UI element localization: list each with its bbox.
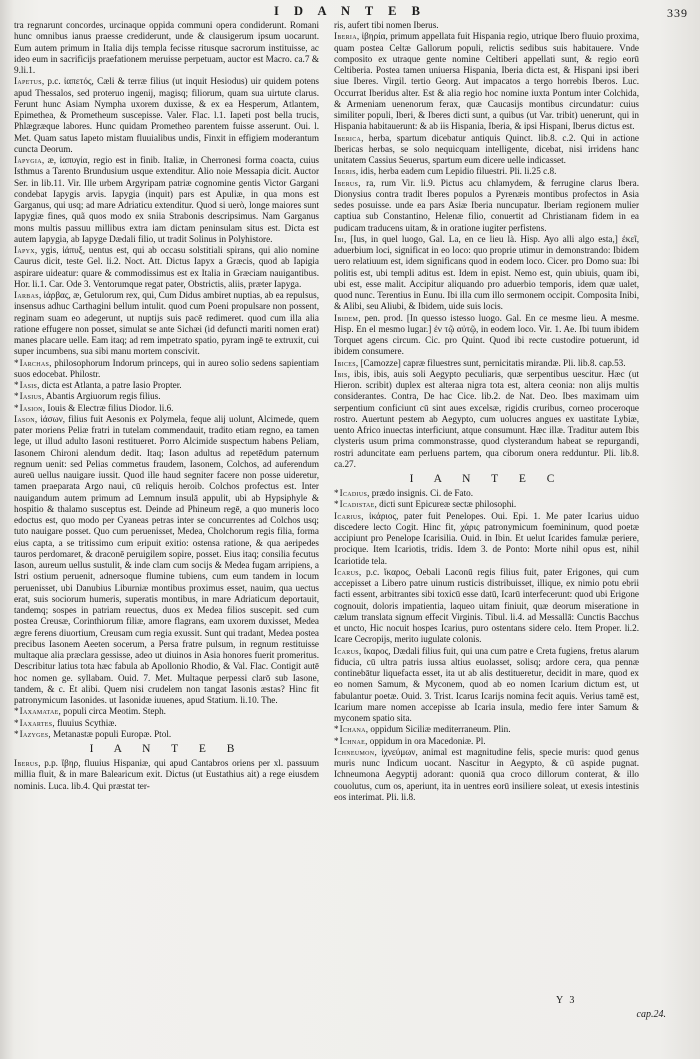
dictionary-entry — [334, 358, 639, 369]
entry-text: , p.c. ἰαπετός, Cæli & terræ filius (ut inquit Hesiodus) uir quidem potens apud Thessalos, sed proteruo ingenij, magisq; filiorum, quam sua uirtute clarus. Ferunt hunc Asiam Nympha uxorem duxisse, & ex ea Hesperum, Atlantem, Epimethea, & Prometheum suscepisse. Valer. Flac. l.1. Iapeti post bella trucis, Phlægræque labores. Hunc quidam Prometheo parentem fuisse asserunt. Oui. l. Met. Quam satus Iapeto mistam fluuialibus undis, Finxit in effigiem moderantum cuncta Deorum. — [14, 76, 319, 154]
entry-text: , [Ius, in quel luogo, Gal. La, en ce lieu là. Hisp. Ayo alli algo esta,] ἐκεῖ, aduerbium loci, significat in eo loco: quo proprie utimur in demonstrando: Ibidem uero relatiuum est, idem significans quod in eodem loco. Cicer. pro Domo sua: Ibi politis est, ubi templi aditus est. Idem in epist. Nemo est, quin ubiuis, quam ibi, ubi est, esse malit. Accipitur aliquando pro aduerbio temporis, idem quæ ualet, quod nunc. Terentius in Eunu. Ibi illa cum illo sermonem occipit. Composita Inibi, & Alibi, seu Aliubi, & Ibidem, uide suis locis. — [334, 233, 639, 312]
entry-asterisk: * — [334, 499, 339, 510]
entry-headword: Iapyx — [14, 245, 35, 255]
dictionary-entry — [14, 403, 319, 414]
entry-headword: Iapygia — [14, 155, 42, 165]
entry-headword: Ichana — [339, 724, 366, 735]
entry-headword: Iapetus — [14, 76, 42, 87]
entry-asterisk: * — [14, 402, 19, 413]
entry-headword: Ibis — [334, 368, 348, 379]
entry-text: , oppidum in ora Macedoniæ. Pl. — [365, 735, 486, 746]
entry-text: , philosophorum Indorum princeps, qui in aureo solio sedens sapientiam suos edocebat. Philostr. — [14, 357, 319, 379]
dictionary-entry — [334, 736, 639, 747]
entry-headword: Iasion — [19, 402, 43, 413]
dictionary-entry — [334, 369, 639, 470]
dictionary-entry — [334, 166, 639, 177]
entry-headword: Iasius — [19, 391, 42, 402]
continued-entry — [334, 20, 639, 31]
dictionary-entry — [14, 729, 319, 740]
dictionary-entry — [14, 414, 319, 707]
entry-text: , pen. prod. [In quesso istesso luogo. Gal. En ce mesme lieu. A mesme. Hisp. En el mesmo lugar.] ἐν τῷ αὐτῷ, in eodem loco. Vir. 1. Ae. Ibi tuum ibidem Torquet agens circum. Cic. pro Quint. Quod ibi recte custodire potuerunt, id ibidem consumere. — [334, 312, 639, 357]
entry-headword: Icarus — [334, 566, 359, 577]
entry-headword: Iberus — [334, 177, 359, 188]
dictionary-entry — [334, 178, 639, 234]
entry-text: , ygis, ἰάπυξ, uentus est, qui ab occasu solstitiali spirans, qui alio nomine Caurus dicit, teste Gel. li.2. Noct. Att. Dictus Iapyx a Græcis, quod ab Iapigia aspirare uideatur: quare & commodissimus est ex Italia in Græciam nauigantibus. Hor. li.1. Car. Ode 3. Ventorumque regat pater, Obstrictis, aliis, præter Iapyga. — [14, 245, 319, 289]
entry-asterisk: * — [14, 357, 19, 368]
entry-asterisk: * — [14, 717, 19, 728]
dictionary-entry — [334, 499, 639, 510]
left-column — [14, 20, 319, 792]
section-heading: I A N T E B — [89, 743, 244, 755]
dictionary-entry — [14, 155, 319, 245]
dictionary-entry — [14, 706, 319, 717]
entry-headword: Iaxartes — [19, 717, 53, 728]
dictionary-entry — [334, 511, 639, 567]
dictionary-entry — [14, 718, 319, 729]
entry-text: , herba, spartum dicebatur antiquis Quinct. lib.8. c.2. Qui in actione Ibericas herbas, se solo nequicquam intelligente, dicebat, nisi irridens hanc unitatem Cassius Seuerus, spartum eum dicere uelle indicasset. — [334, 132, 639, 165]
dictionary-entry — [14, 391, 319, 402]
entry-headword: Ibices — [334, 357, 356, 368]
entry-headword: Iason — [14, 413, 35, 424]
running-title: I D A N T E B — [274, 4, 426, 18]
entry-asterisk: * — [14, 380, 19, 390]
entry-headword: Iberis — [334, 166, 356, 177]
entry-asterisk: * — [14, 728, 19, 739]
entry-asterisk: * — [14, 391, 19, 402]
entry-text: , ἰάρβας, æ, Getulorum rex, qui, Cum Didus ambiret nuptias, ab ea repulsus, insensus adhuc Carthagini bellum intulit. quod cum Poeni propulsare non possent, reginam suam eo adegerunt, ut nuptijs suis pacē redimeret. quod cum illa alia ratione effugere non posset, simulat se ante Sichæi (id defuncti mariti nomen erat) manes placare uelle. Eam itaq; ad rem impetrato spatio, pyram ingē te extruxit, cui super incumbens, sua sibi manu mortem conscivit. — [14, 290, 319, 357]
dictionary-entry — [14, 76, 319, 155]
entry-headword: Icadius — [339, 488, 368, 498]
entry-asterisk: * — [334, 488, 339, 498]
entry-asterisk: * — [14, 706, 19, 717]
entry-headword: Iasis — [19, 380, 38, 390]
entry-text: , ἰκάριος, pater fuit Penelopes. Oui. Epi. 1. Me pater Icarius uiduo discedere lecto Cogit. Hinc fit, χάρις patronymicum foemininum, quod poetæ accipiunt pro Penelope Icarisilia. Ouid. in Ibin. Et uelut Icarides famulæ periere, procique. Item Icariotis, tridis. Idem 3. de Ponto: Morte nihil opus est, nihil Icariotide tela. — [334, 510, 639, 566]
dictionary-entry — [14, 358, 319, 381]
entry-text: tra regnarunt concordes, urcinaque oppida communi opera condiderunt. Romani hunc omnibus ianus praesse crediderunt, unde & clausigerum ipsum uocarunt. Eum autem primum in Italia dijs templa fecisse ritusque sacrorum instituisse, ac ideo eum in sacrificijs praefationem meruisse perpetuam, auctor est Macro. ca.7 & 9.li.1. — [14, 20, 319, 75]
entry-text: , oppidum Siciliæ mediterraneum. Plin. — [365, 724, 511, 735]
entry-text: , [Camozze] capræ filuestres sunt, pernicitatis mirandæ. Pli. lib.8. cap.53. — [355, 357, 626, 368]
entry-headword: Ichneumon — [334, 746, 375, 757]
entry-headword: Icarus — [334, 645, 359, 656]
entry-headword: Iarbas — [14, 290, 39, 300]
entry-text: , p.p. ἴβηρ, fluuius Hispaniæ, qui apud Cantabros oriens per xl. passuum millia fluit, & in mare Balearicum exit. Dictus (ut Eustathius ait) a rege eiusdem nominis. Luca. lib.4. Qui præstat ter- — [14, 758, 319, 791]
entry-headword: Ibi — [334, 233, 344, 244]
entry-text: , ibis, ibis, auis soli Aegypto peculiaris, quæ serpentibus uescitur. Hæc (ut Hieron. scribit) duplex est alteraa nigra tota est, altera ceonia: non alijs multis considerantes. Contra, De hac Cice. lib.2. de Nat. Deo. Ibes maximam uim serpentium conficiunt cū sint aues excelsæ, rigidis cruribus, corneo proceroque rostro. Auertunt pestem ab Aegypto, cum uolucres angues ex uastitate Lybiæ, uento Africo inuectas interficiunt, atque consumunt. Hæc illæ. Traditur autem Ibis clysteris usum prima commonstrasse, quod clysterandum habeat se repurgandi, rostri aduncitate eam perluens partem, qua ciborum onera redduntur. Pli. lib.8. ca.27. — [334, 368, 639, 469]
dictionary-entry — [334, 488, 639, 499]
entry-text: , p.c. ἴκαρος, Oebali Laconū regis filius fuit, pater Erigones, qui cum accepisset a Libero patre uinum rusticis distribuisset, illique, ex nimio potu ebrii facti essent, arbitrantes sibi toxicū esse datū, Icarū interfecerunt: quod ubi Erigone cognouit, doloris impatientia, laqueo uitam finiuit, quæ deorum miseratione in cælum translata signum effecit Virginis. Tibul. li.4. ad Messallā: Cunctis Bacchus et uncto, Hic nocuit hospes Icarius, puro ostentans sidere celo. Item Proper. li.2. Icare Cecropijs, merito iugulate colonis. — [334, 566, 639, 645]
continued-entry — [14, 20, 319, 76]
dictionary-entry — [334, 747, 639, 803]
dictionary-entry — [334, 724, 639, 735]
page-number: 339 — [667, 6, 688, 20]
entry-headword: Iberus — [14, 758, 39, 768]
entry-text: , dicta est Atlanta, a patre Iasio Propter. — [37, 380, 182, 390]
entry-text: , Iouis & Electræ filius Diodor. li.6. — [42, 402, 174, 413]
entry-headword: Ichnae — [339, 735, 366, 746]
entry-headword: Iazyges — [19, 728, 49, 739]
catchword: cap.24. — [636, 1009, 666, 1020]
entry-text: , æ, ἰαπυγία, regio est in finib. Italiæ, in Cherronesi forma coacta, cuius Isthmus a Tarento Brundusium usque extenditur. Alio noie Messapia dicit. Auctor Ser. in lib.11. Vir. Ille urbem Argyripam patriæ cognomine gentis Victor Gargani condebat Iapygis arvis. Iapygia (inquit) pars est Apuliæ, in qua mons est Garganus, qui usq; ad mare Adriaticu extenditur. Quod si uerò, longe maiores sunt Iapygiæ fines, quã quos modo ex sniia Strabonis descripsimus. Nam Garganus mons multis passuu millibus extra iam dictam peninsulam situs est. Dicta est autem Iapygia, ab Iapyge Dædali filio, ut tradit Solinus in Polyhistore. — [14, 155, 319, 244]
entry-text: , dicti sunt Epicureæ sectæ philosophi. — [374, 499, 517, 510]
entry-text: , ra, rum Vir. li.9. Pictus acu chlamydem, & ferrugine clarus Ibera. Dionysius contra tradit Iberes populos a Pyrenæis montibus profectos in Asia sedes posuisse. unde ea pars Asiæ Iberia nuncupatur. Iberiam regionem mulier captiua sub Constantino, Helenæ filio, conuertit ad Christianam fidem in ea pudicam traducens uitam, & in oratione iugiter perfistens. — [334, 177, 639, 233]
entry-asterisk: * — [334, 735, 339, 746]
dictionary-entry — [334, 646, 639, 725]
entry-text: , ἰβηρία, primum appellata fuit Hispania regio, utrique Ibero fluuio proxima, quam postea Celtæ Gallorum populi, relictis sedibus suis habitauere. Vnde composito ex utraque gente nomine Celtiberi appellati sunt, & regio eorū Celtiberia. Postea tamen uniuersa Hispania, Iberia dicta est, & Hispani ipsi iberi siue Iberes. Virgil. tertio Georg. Aut impacatos a tergo horrebis Iberos. Luc. Occurrat Iberidus alter. Est & alia regio hoc nomine iuxta Pontum inter Colchida, & Armeniam uenenorum ferax, quæ Caucasijs montibus circundatur: cuius similiter populi, Iberi, & Iberes dicti sunt, a quibus (ut Var. tribit) uenerunt, qui in Hispania habitauerunt: & ab iis Hispania, Iberia, & ipsi Hispani, Iberus dictus est. — [334, 31, 639, 132]
dictionary-entry — [14, 380, 319, 391]
entry-headword: Ibidem — [334, 312, 359, 323]
dictionary-entry — [334, 234, 639, 313]
right-column — [334, 20, 639, 803]
entry-headword: Icarius — [334, 510, 362, 521]
dictionary-entry — [14, 758, 319, 792]
entry-headword: Iberica — [334, 132, 362, 143]
entry-text: , prædo insignis. Ci. de Fato. — [367, 488, 474, 498]
entry-headword: Iaxamatae — [19, 706, 59, 717]
dictionary-entry — [334, 133, 639, 167]
entry-text: , Abantis Argiuorum regis filius. — [41, 391, 161, 402]
entry-text: , populi circa Meotim. Steph. — [58, 706, 166, 717]
entry-asterisk: * — [334, 724, 339, 735]
entry-text: , ἰχνεύμων, animal est magnitudine felis, specie muris: quod genus muris nunc Indicum uocant. Nascitur in Aegypto, & cū aspide pugnat. Ichneumona Aegyptij adorant: quoniā qua croco dillorum conterat, & illo couolutus, cum os, aperiunt, ita in uentres eorū insiliere soleat, ut exesis intestinis eos interimat. Pli. li.8. — [334, 746, 639, 802]
entry-text: , Metanastæ populi Europæ. Ptol. — [48, 728, 172, 739]
entry-headword: Icadistae — [339, 499, 375, 510]
section-heading: I A N T E C — [409, 473, 564, 485]
entry-text: ris, aufert tibi nomen Iberus. — [334, 20, 439, 30]
dictionary-entry — [14, 245, 319, 290]
signature-mark: Y 3 — [556, 995, 577, 1006]
page-footer — [546, 995, 666, 1025]
dictionary-entry — [334, 313, 639, 358]
entry-text: , idis, herba eadem cum Lepidio filuestri. Pli. li.25 c.8. — [355, 166, 557, 177]
dictionary-entry — [334, 31, 639, 132]
entry-headword: Iberia — [334, 31, 357, 42]
entry-text: , ἰάσων, filius fuit Aesonis ex Polymela, feque alij uolunt, Alcimede, quem pater moriens Peliæ fratri in tutelam commendauit, tradito etiam regno, ea tamen lege, ut illud adulto Iasoni restitueret. Porro Alcimide suspectum habens Peliam, Iasonem Chironi alendum dedit. Itaq; Iason adultus ad repetēdum paternum regnum uenit: sed Pelias commetus fraudem, Iasonem, Colchos, ad auferendum aureū uellus nauigare iussit. Quod ille haud segniter facere non posse uideretur, tamen praeparata Argo naui, cū reliquis heroib. Colchos profectus est. Inter nauigandum autem primum ad Lemnum insulā appulit, ubi ab Hypsiphyle & hospitio & thalamo susceptus est. Deinde ad Phineum regē, a quo muneris loco edoctus est, quo modo per Cyaneas petras inter se concurrentes ad Colchos usq; tuto nauigare posset. Quo cum peruenisset, Medea, Cholchorum regis filia, forma eius capta, a se tritissimo cum eripuit exitio: ostensa ratione, & qua aeripedes tauros perdomaret, & draconē peruigilem sopire, posset. Eius itaq; consilia fecutus Iason, aureum uellus sustulit, & inde clam cum socijs & Medea fugam arripiens, a Istri ostium peruenit, adnersoque flumine tubiens, cum eum tandem in locum peruenisset, ubi Danubius Liburniæ montibus proximus esset, nauim, qua uectus erat, suis sociorum humeris, superatis montibus, in mare Adriaticum deportauit, tandemq; sospes in patriam reuectus, duos ex Medea filios suscepit. sed cum postea Creusæ, Corinthiorum filiæ, amore flagrans, eam uxorem duxisset, Medea ægre ferens diuortium, Creusam cum regia exussit. Sunt qui tradant, Medea postea precibus Iasonem Aeeten socerum, a Persa fratre pulsum, in regnum restituisse multaque alia præclara gessisse, adeo ut diuinos in Asia honores fuerit promeritus. Describitur latius tota hæc fabula ab Apollonio Rhodio, & Val. Flac. Contigit autē hoc nomen ge. syllabam. Ouid. 7. Met. Multaque perpessi clarō sub Iasone, tandem, & c. Et alibi. Quem nisi crudelem non tangat Iasonis æstas? Hinc fit patronymicum Iasonides. ut Iasonidæ iuuenes, apud Statium. li.10. The. — [14, 413, 319, 705]
entry-text: , fluuius Scythiæ. — [52, 717, 117, 728]
dictionary-entry — [14, 290, 319, 358]
entry-text: , ἴκαρος, Dædali filius fuit, qui una cum patre e Creta fugiens, fretus alarum fiducia, cū ultra patris iussa altius euolasset, solisq; ardore cera, qua pennæ continebātur liquefacta esset, ita ut ab alis destitueretur, decidit in mare, quod ex eo nomen Samum, & Myconem, quod ab eo nomen Icarium dictum est, ut fabulantur poetæ. Ouid. 3. Trist. Icarus Icarijs nomina fecit aquis. Verius tamē est, Icarium mare nomen accepisse ab Icaria insula, medio fere inter Samum & myconem spatio sita. — [334, 645, 639, 723]
entry-headword: Iarchas — [19, 357, 50, 368]
dictionary-entry — [334, 567, 639, 646]
